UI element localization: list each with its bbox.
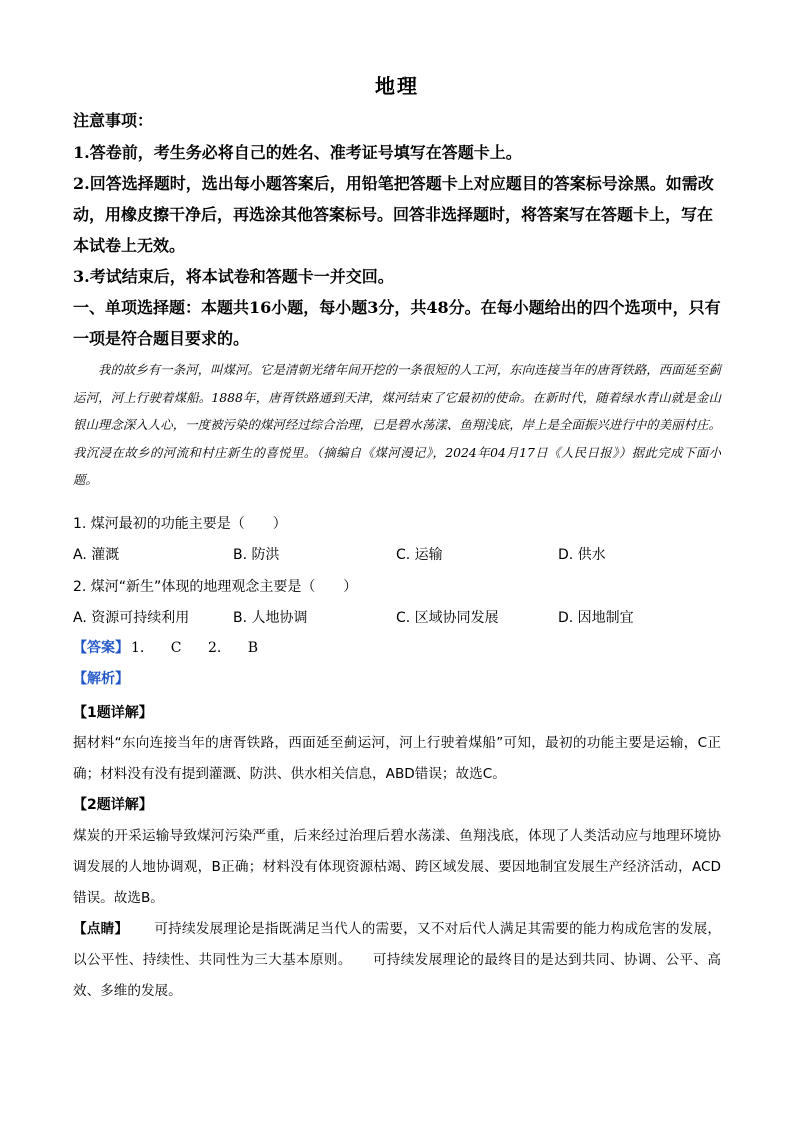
- question-1-option-a: A. 灌溉: [73, 547, 120, 563]
- question-2-options: [73, 608, 721, 628]
- answer-line: [73, 638, 721, 658]
- detail-1-text: 据材料“东向连接当年的唐胥铁路，西面延至蓟运河，河上行驶着煤船”可知，最初的功能主要是运输，C正确；材料没有没有提到灌溉、防洪、供水相关信息，ABD错误；故选C。: [73, 735, 721, 782]
- notice-item-1: 1.答卷前，考生务必将自己的姓名、准考证号填写在答题卡上。: [73, 143, 522, 162]
- comment-text: 可持续发展理论是指既满足当代人的需要，又不对后代人满足其需要的能力构成危害的发展，以公平性、持续性、共同性为三大基本原则。 可持续发展理论的最终目的是达到共同、协调、公平、高效、多维的发展。: [73, 921, 721, 999]
- section-heading: 一、单项选择题：本题共16小题，每小题3分，共48分。在每小题给出的四个选项中，只有一项是符合题目要求的。: [73, 298, 721, 348]
- question-1-option-d: D. 供水: [558, 547, 606, 563]
- notice-item-2: 2.回答选择题时，选出每小题答案后，用铅笔把答题卡上对应题目的答案标号涂黑。如需改动，用橡皮擦干净后，再选涂其他答案标号。回答非选择题时，将答案写在答题卡上，写在本试卷上无效。: [73, 174, 714, 255]
- question-1-options: [73, 545, 721, 565]
- detail-2-text: 煤炭的开采运输导致煤河污染严重，后来经过治理后碧水荡漾、鱼翔浅底，体现了人类活动应与地理环境协调发展的人地协调观，B正确；材料没有体现资源枯竭、跨区域发展、要因地制宜发展生产经济活动，ACD错误。故选B。: [73, 828, 721, 906]
- answer-label: 【答案】: [73, 640, 129, 656]
- reading-material: 我的故乡有一条河，叫煤河。它是清朝光绪年间开挖的一条很短的人工河，东向连接当年的唐胥铁路，西面延至蓟运河，河上行驶着煤船。1888年，唐胥铁路通到天津，煤河结束了它最初的使命。在新时代，随着绿水青山就是金山银山理念深入人心，一度被污染的煤河经过综合治理，已是碧水荡漾、鱼翔浅底，岸上是全面振兴进行中的美丽村庄。我沉浸在故乡的河流和村庄新生的喜悦里。（摘编自《煤河漫记》，2024年04月17日《人民日报》）据此完成下面小题。: [73, 362, 721, 488]
- answer-values: 1. C 2. B: [131, 640, 259, 656]
- question-2-option-b: B. 人地协调: [233, 610, 308, 626]
- question-2-option-d: D. 因地制宜: [558, 610, 634, 626]
- analysis-heading: [73, 669, 721, 689]
- question-2-option-a: A. 资源可持续利用: [73, 610, 190, 626]
- question-1-option-b: B. 防洪: [233, 547, 280, 563]
- analysis-label: 【解析】: [73, 671, 129, 687]
- notice-heading: 注意事项：: [73, 111, 154, 130]
- detail-1-heading: 【1题详解】: [73, 705, 153, 721]
- question-2-stem: 2. 煤河“新生”体现的地理观念主要是（ ）: [73, 579, 358, 595]
- page-title: 地理: [375, 74, 419, 98]
- question-2-option-c: C. 区域协同发展: [396, 610, 499, 626]
- detail-2-heading: 【2题详解】: [73, 797, 153, 813]
- comment-label: 【点睛】: [73, 921, 129, 937]
- question-1-stem: 1. 煤河最初的功能主要是（ ）: [73, 516, 287, 532]
- comment-block: [73, 914, 721, 1007]
- question-1-option-c: C. 运输: [396, 547, 443, 563]
- notice-item-3: 3.考试结束后，将本试卷和答题卡一并交回。: [73, 267, 394, 286]
